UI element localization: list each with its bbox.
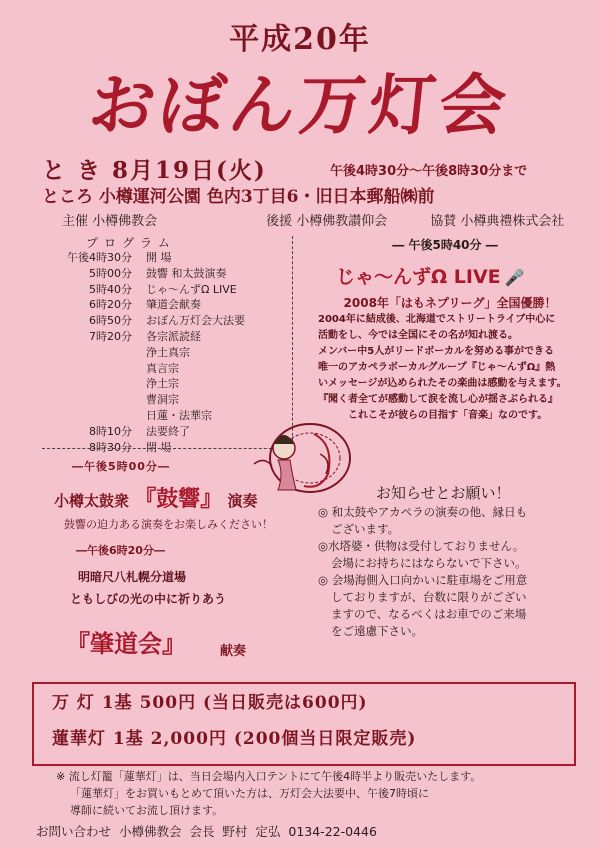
meian-phrase: ともしびの光の中に祈りあう bbox=[70, 592, 227, 606]
notice-item: ◎水塔婆・供物は受付しておりません。 会場にお持ちにはならないで下さい。 bbox=[318, 539, 527, 570]
where-label: ところ bbox=[42, 187, 93, 207]
program-row: 5時00分 鼓響 和太鼓演奏 bbox=[89, 266, 227, 280]
renge-price: 蓮華灯 1基 2,000円 (200個当日限定販売) bbox=[52, 729, 417, 749]
lantern-note: ※ 流し灯籠「蓮華灯」は、当日会場内入口テントにて午後4時半より販売いたします。 「蓮華灯」をお買いもとめて頂いた方は、万灯会大法要中、午後7時頃に 導師に続いてお流し頂けます。 bbox=[56, 770, 482, 817]
notice-heading: お知らせとお願い！ bbox=[376, 484, 511, 502]
program-row: 6時50分 おぼん万灯会大法要 bbox=[89, 314, 245, 328]
live-time-heading: ― 午後5時40分 ― bbox=[392, 238, 498, 252]
program-heading: プログラム bbox=[86, 236, 176, 250]
when-label: と き bbox=[42, 157, 103, 184]
support: 後援 小樽佛教讃仰会 bbox=[266, 214, 388, 229]
program-row: 5時40分 じゃ～んずΩ LIVE bbox=[89, 282, 237, 296]
program-list bbox=[62, 250, 245, 455]
notice-list bbox=[318, 504, 588, 640]
event-title: おぼん万灯会 bbox=[85, 66, 514, 144]
program-row: 午後4時30分 開 場 bbox=[67, 251, 172, 264]
microphone-icon: 🎤 bbox=[504, 268, 525, 287]
hitsudo-title: 『肇道会』 bbox=[66, 629, 186, 658]
taiko-time-heading: ―午後5時00分― bbox=[72, 460, 170, 473]
sponsor: 協賛 小樽典禮株式会社 bbox=[430, 214, 565, 229]
mando-price: 万 灯 1基 500円 (当日販売は600円) bbox=[52, 693, 368, 713]
event-time: 午後4時30分～午後8時30分まで bbox=[330, 164, 528, 179]
champion-line: 2008年「はもネプリーグ」全国優勝！ bbox=[343, 296, 557, 310]
sect-item: 日蓮・法華宗 bbox=[146, 408, 212, 422]
hitsudo-suffix: 献奏 bbox=[220, 644, 247, 659]
taiko-subtitle: 鼓響の迫力ある演奏をお楽しみください！ bbox=[64, 518, 273, 531]
program-row: 8時10分 法要終了 bbox=[89, 424, 190, 438]
taiko-title: 小樽太鼓衆 『鼓響』 演奏 bbox=[54, 486, 258, 512]
notice-item: ◎ 和太鼓やアカペラの演奏の他、縁日も ございます。 bbox=[318, 505, 528, 536]
contact-line: お問い合わせ 小樽佛教会 会長 野村 定弘 0134-22-0446 bbox=[36, 824, 377, 839]
meian-time-heading: ―午後6時20分― bbox=[76, 544, 165, 557]
band-name: じゃ～んずΩ LIVE 🎤 bbox=[336, 266, 525, 288]
sect-item: 浄土真宗 bbox=[146, 345, 190, 359]
sect-item: 曹洞宗 bbox=[146, 393, 179, 407]
program-row: 6時20分 肇道会献奏 bbox=[89, 298, 201, 312]
sect-item: 浄土宗 bbox=[146, 377, 179, 391]
program-row: 7時20分 各宗派読経 bbox=[89, 329, 201, 343]
place-value: 小樽運河公園 色内3丁目6・旧日本郵船㈱前 bbox=[98, 187, 435, 207]
band-description: 2004年に結成後、北海道でストリートライブ中心に 活動をし、今では全国にその名が知れ渡る。 メンバー中5人がリードボーカルを努める事ができる 唯一のアカペラボーカルグループ『じゃ～んずΩ』熱 いメッセージが込められたその楽曲は感動を与えます。 『聞く者全てが感動して涙を流し心が揺さぶられる』 これこそが彼らの目指す「音楽」なのです。 bbox=[318, 314, 567, 421]
event-year: 平成20年 bbox=[229, 22, 371, 57]
program-row: 8時30分 閉 場 bbox=[89, 440, 172, 454]
buddha-emblem-icon bbox=[244, 404, 356, 506]
meian-group: 明暗尺八札幌分道場 bbox=[78, 570, 187, 584]
event-place bbox=[42, 182, 435, 207]
date-value: 8月19日(火) bbox=[112, 157, 267, 184]
sect-item: 真言宗 bbox=[146, 361, 179, 375]
notice-item: ◎ 会場海側入口向かいに駐車場をご用意 しておりますが、台数に限りがござい ますので、なるべくはお車でのご来場 をご遠慮下さい。 bbox=[318, 573, 528, 638]
host: 主催 小樽佛教会 bbox=[62, 214, 158, 229]
event-date bbox=[42, 152, 267, 185]
organizers bbox=[62, 210, 600, 229]
